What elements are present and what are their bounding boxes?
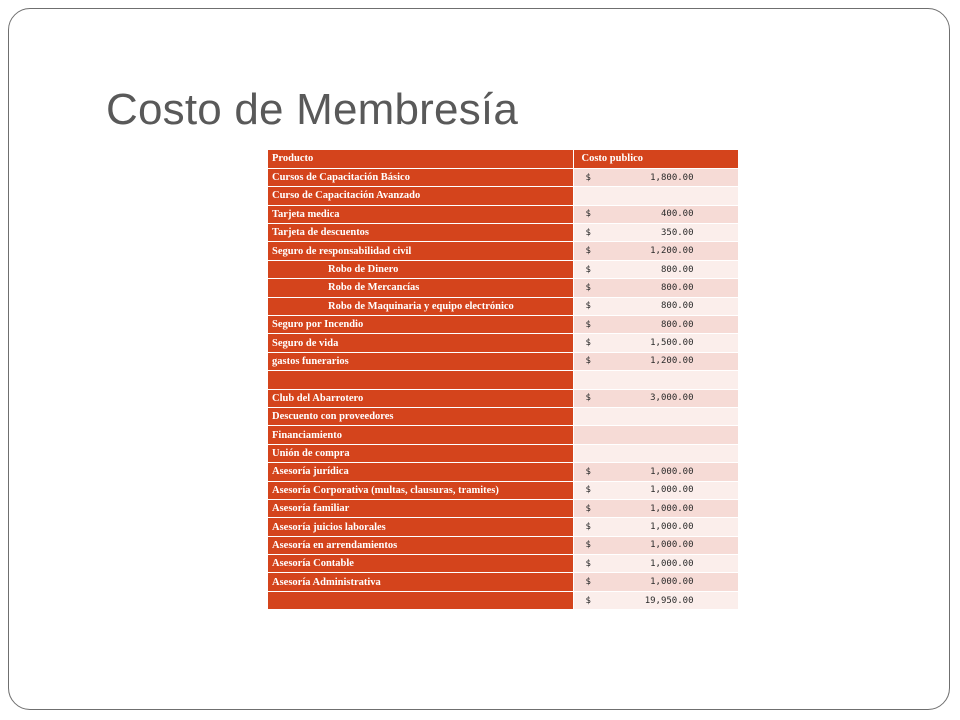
total-label-cell (268, 591, 573, 609)
currency-symbol: $ (585, 558, 591, 569)
price-amount: 350.00 (660, 227, 694, 238)
product-cell: Seguro por Incendio (268, 316, 573, 334)
currency-symbol: $ (585, 595, 591, 606)
price-amount: 3,000.00 (650, 393, 694, 404)
table-row (268, 426, 738, 444)
product-cell: Asesoría familiar (268, 499, 573, 517)
total-price-cell (573, 591, 738, 609)
price-amount: 1,000.00 (650, 503, 694, 514)
table-body (268, 168, 738, 609)
price-cell (573, 168, 738, 186)
product-cell: Asesoría en arrendamientos (268, 536, 573, 554)
header-public-cost: Costo publico (573, 150, 738, 168)
price-cell (573, 389, 738, 407)
table-row (268, 316, 738, 334)
table-row (268, 555, 738, 573)
price-amount: 800.00 (660, 264, 694, 275)
table-row (268, 536, 738, 554)
product-cell: Unión de compra (268, 444, 573, 462)
product-cell: Robo de Dinero (268, 260, 573, 278)
product-cell: Asesoría Administrativa (268, 573, 573, 591)
total-row (268, 591, 738, 609)
price-cell (573, 279, 738, 297)
currency-symbol: $ (585, 522, 591, 532)
product-cell: gastos funerarios (268, 352, 573, 370)
price-cell (573, 371, 738, 389)
price-amount: 1,000.00 (650, 540, 694, 551)
slide-title: Costo de Membresía (106, 85, 518, 134)
price-cell (573, 481, 738, 499)
currency-symbol: $ (585, 319, 591, 330)
product-cell: Robo de Mercancías (268, 279, 573, 297)
table-row (268, 481, 738, 499)
price-cell (573, 555, 738, 573)
price-amount: 400.00 (660, 209, 694, 220)
price-cell (573, 444, 738, 462)
product-cell: Asesoría jurídica (268, 463, 573, 481)
price-amount: 1,000.00 (650, 558, 694, 569)
currency-symbol: $ (585, 301, 591, 312)
table-row (268, 260, 738, 278)
header-product: Producto (268, 150, 573, 168)
price-cell (573, 224, 738, 242)
product-cell: Cursos de Capacitación Básico (268, 168, 573, 186)
currency-symbol: $ (585, 282, 591, 293)
product-cell: Seguro de vida (268, 334, 573, 352)
currency-symbol: $ (585, 393, 591, 404)
currency-symbol: $ (585, 466, 591, 477)
price-cell (573, 205, 738, 223)
currency-symbol: $ (585, 209, 591, 220)
table-header-row (268, 150, 738, 168)
table-row (268, 499, 738, 517)
table-row (268, 444, 738, 462)
price-cell (573, 573, 738, 591)
product-cell: Financiamiento (268, 426, 573, 444)
price-cell (573, 407, 738, 425)
product-cell: Asesoría Corporativa (multas, clausuras, tramites) (268, 481, 573, 499)
product-cell: Seguro de responsabilidad civil (268, 242, 573, 260)
table-row (268, 242, 738, 260)
currency-symbol: $ (585, 356, 591, 367)
price-cell (573, 536, 738, 554)
table-row (268, 205, 738, 223)
price-amount: 1,000.00 (650, 466, 694, 477)
currency-symbol: $ (585, 577, 591, 588)
table-row (268, 407, 738, 425)
currency-symbol: $ (585, 264, 591, 275)
price-cell (573, 426, 738, 444)
currency-symbol: $ (585, 503, 591, 514)
price-cell (573, 518, 738, 536)
currency-symbol: $ (585, 227, 591, 238)
price-amount: 1,200.00 (650, 246, 694, 257)
price-amount: 1,200.00 (650, 356, 694, 367)
price-cell (573, 463, 738, 481)
product-cell: Descuento con proveedores (268, 407, 573, 425)
table-row (268, 168, 738, 186)
price-amount: 800.00 (660, 319, 694, 330)
price-cell (573, 334, 738, 352)
total-amount: 19,950.00 (644, 595, 694, 606)
price-amount: 1,500.00 (650, 338, 694, 349)
currency-symbol: $ (585, 485, 591, 496)
price-cell (573, 260, 738, 278)
table-row (268, 279, 738, 297)
price-amount: 800.00 (660, 282, 694, 293)
price-cell (573, 297, 738, 315)
price-cell (573, 499, 738, 517)
table-row (268, 187, 738, 205)
table-row (268, 371, 738, 389)
product-cell: Curso de Capacitación Avanzado (268, 187, 573, 205)
price-amount: 1,800.00 (650, 172, 694, 183)
product-cell: Tarjeta de descuentos (268, 224, 573, 242)
currency-symbol: $ (585, 540, 591, 551)
product-cell: Club del Abarrotero (268, 389, 573, 407)
table-row (268, 573, 738, 591)
currency-symbol: $ (585, 246, 591, 257)
currency-symbol: $ (585, 172, 591, 183)
table-row (268, 334, 738, 352)
membership-cost-table-container (268, 150, 738, 610)
product-cell (268, 371, 573, 389)
table-row (268, 463, 738, 481)
membership-cost-table (268, 150, 739, 610)
table-row (268, 352, 738, 370)
product-cell: Asesoría juicios laborales (268, 518, 573, 536)
currency-symbol: $ (585, 338, 591, 349)
product-cell: Asesoría Contable (268, 555, 573, 573)
table-row (268, 518, 738, 536)
price-cell (573, 187, 738, 205)
price-amount: 1,000.00 (650, 577, 694, 588)
product-cell: Tarjeta medica (268, 205, 573, 223)
table-row (268, 297, 738, 315)
price-amount: 1,000.00 (650, 485, 694, 496)
product-cell: Robo de Maquinaria y equipo electrónico (268, 297, 573, 315)
price-cell (573, 316, 738, 334)
price-cell (573, 352, 738, 370)
table-row (268, 389, 738, 407)
price-cell (573, 242, 738, 260)
price-amount: 800.00 (660, 301, 694, 312)
table-row (268, 224, 738, 242)
price-amount: 1,000.00 (650, 522, 694, 532)
